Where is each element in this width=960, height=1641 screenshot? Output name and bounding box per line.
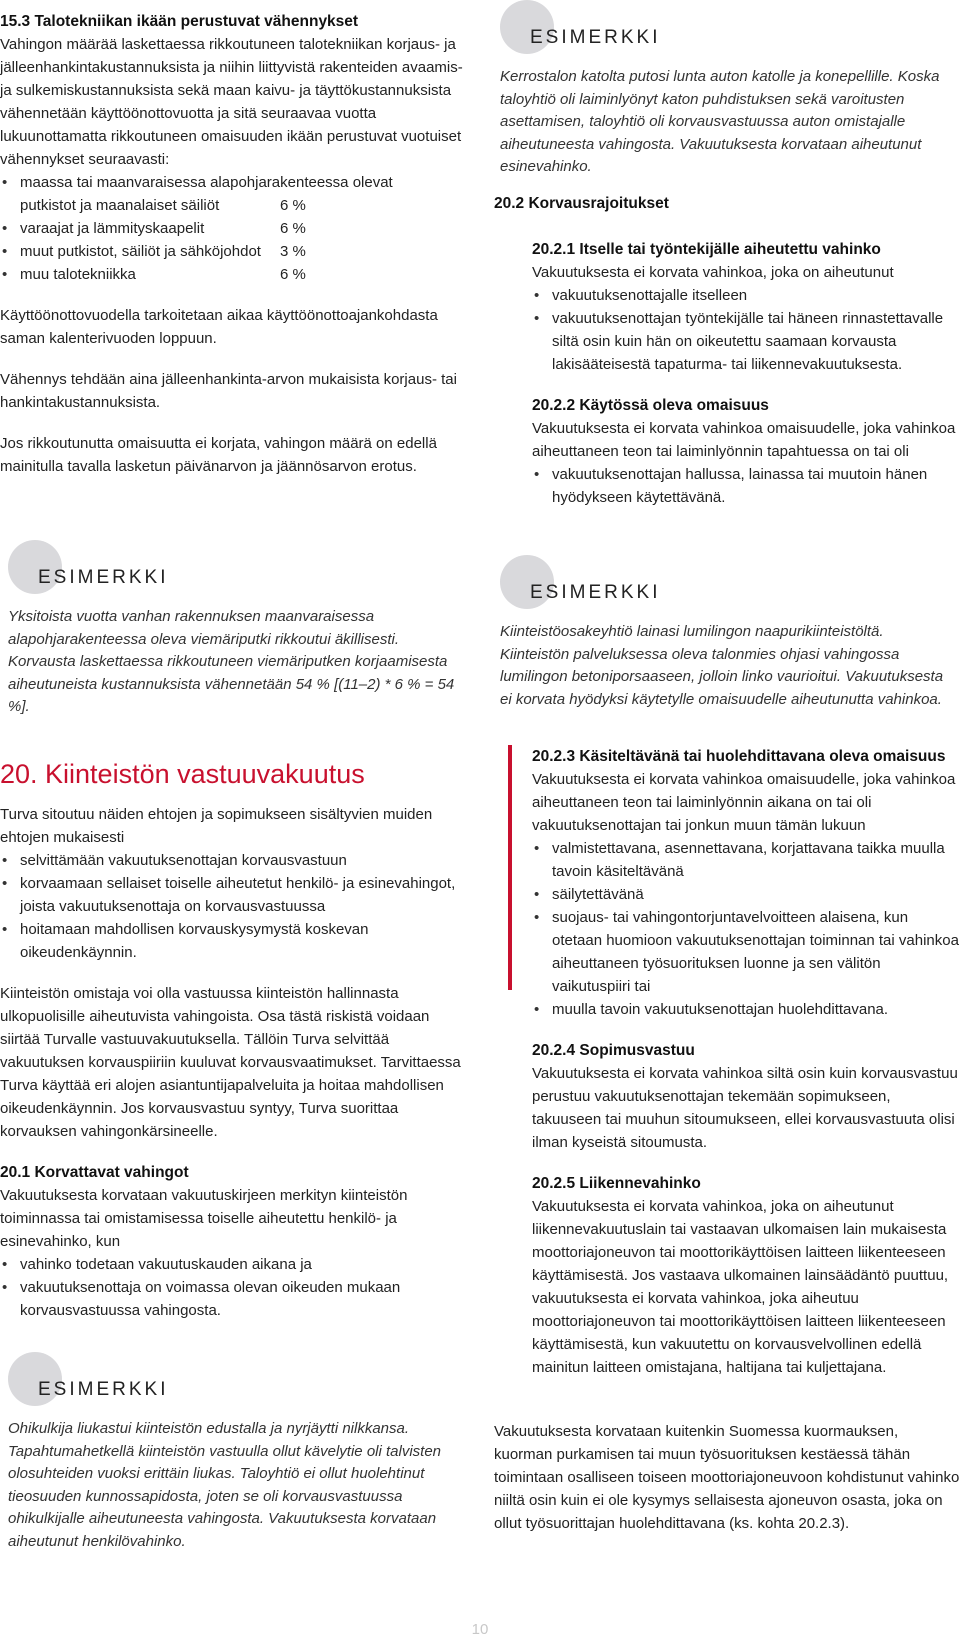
page-number: 10 [471,1621,489,1638]
rate-label: maassa tai maanvaraisessa alapohjarakenteessa olevat [20,174,393,191]
list-item [0,263,468,286]
section-20-2-1 [532,238,960,509]
example-header [8,540,463,600]
bullet-list [532,284,960,376]
list-item: • valmistettavana, asennettavana, korjattavana taikka muulla tavoin käsiteltävänä [532,837,960,883]
list-item: • vakuutuksenottajan hallussa, lainassa tai muutoin hänen hyödykseen käytettävänä. [532,463,960,509]
section-paragraph: Jos rikkoutunutta omaisuutta ei korjata, vahingon määrä on edellä mainitulla tavalla lasketun päivänarvon ja jäännösarvon erotus. [0,435,437,475]
bullet-list [532,837,960,1021]
list-item: • säilytettävänä [532,883,960,906]
list-item: • korvaamaan sellaiset toiselle aiheutetut henkilö- ja esinevahingot, joista vakuutuksenottaja on korvausvastuussa [0,872,468,918]
list-item [0,240,468,263]
rate-label: • muut putkistot, säiliöt ja sähköjohdot [20,243,261,260]
section-heading: 20.2.5 Liikennevahinko [532,1175,701,1192]
section-paragraph: Vakuutuksesta ei korvata vahinkoa omaisuudelle, joka vahinkoa aiheuttaneen teon tai laiminlyönnin tapahtuessa on tai oli [532,420,956,460]
section-paragraph: Vakuutuksesta ei korvata vahinkoa siltä osin kuin korvausvastuu perustuu vakuutuksenottajan tekemään sopimukseen, takuuseen tai muuhun sitoumukseen, ellei korvausvastuuta olisi ilman kyseistä sitoumusta. [532,1065,958,1151]
rate-label: putkistot ja maanalaiset säiliöt [20,197,220,214]
example-header [8,1352,463,1412]
chapter-20 [0,757,468,1322]
section-paragraph: Vakuutuksesta korvataan kuitenkin Suomessa kuormauksen, kuorman purkamisen tai muun työsuorituksen kestäessä tähän toimintaan osalliseen toiseen moottoriajoneuvoon kohdistunut vahinko niiltä osin kuin ei ole kysymys sellaisesta ajoneuvon osasta, joka on ollut työsuorittajan huolehdittavana (ks. kohta 20.2.3). [494,1423,960,1532]
rates-list [0,171,468,286]
example-text: Ohikulkija liukastui kiinteistön edustalla ja nyrjäytti nilkkansa. Tapahtumahetkellä kiinteistön vastuulla ollut kävelytie oli talvisten olosuhteiden vuoksi erittäin liukas. Taloyhtiö ei ollut huolehtinut tieosuuden kunnossapidosta, joten se oli korvausvastuussa ohikulkijalle aiheutuneesta vahingosta. Vakuutuksesta korvataan aiheutunut henkilövahinko. [8,1420,442,1550]
example-box [8,540,463,719]
bullet-list [532,463,960,509]
list-item [0,171,468,217]
section-heading: 20.2.1 Itselle tai työntekijälle aiheutettu vahinko [532,241,881,258]
section-paragraph: Kiinteistön omistaja voi olla vastuussa kiinteistön hallinnasta ulkopuolisille aiheutuvista vahingoista. Osa tästä riskistä voidaan siirtää Turvalle vastuuvakuutuksella. Tällöin Turva selvittää vakuutuksen korvauspiiriin kuuluvat korvausvaatimukset. Tarvittaessa Turva käyttää eri alojen asiantuntijapalveluita ja hoitaa mahdollisen oikeudenkäynnin. Jos korvausvastuu syntyy, Turva suorittaa korvauksen vahingonkärsineelle. [0,985,461,1140]
section-paragraph: Vähennys tehdään aina jälleenhankinta-arvon mukaisista korjaus- tai hankintakustannuksista. [0,371,457,411]
red-accent-bar [508,745,512,990]
list-item: • vahinko todetaan vakuutuskauden aikana ja [0,1253,468,1276]
bullet-list [0,849,468,964]
example-box [500,0,955,179]
section-paragraph: Vahingon määrää laskettaessa rikkoutuneen talotekniikan korjaus- ja jälleenhankintakustannuksista ja niihin liittyvistä rakenteiden avaamis- ja sulkemiskustannuksista sekä maan kaivu- ja täyttökustannuksista vähennetään käyttöönottovuotta ja sitä seuraavaa vuotta lukuunottamatta rikkoutuneen omaisuuden ikään perustuvat vuotuiset vähennykset seuraavasti: [0,36,463,168]
example-box [500,555,955,711]
list-item: • hoitamaan mahdollisen korvauskysymystä koskevan oikeudenkäynnin. [0,918,468,964]
example-label: ESIMERKKI [530,582,661,603]
section-heading: 20.2.3 Käsiteltävänä tai huolehdittavana oleva omaisuus [532,748,946,765]
list-item: • vakuutuksenottaja on voimassa olevan oikeuden mukaan korvausvastuussa vahingosta. [0,1276,468,1322]
rate-value: 6 % [280,197,306,214]
list-item: • selvittämään vakuutuksenottajan korvausvastuun [0,849,468,872]
example-header [500,0,955,60]
section-15-3 [0,10,468,478]
example-label: ESIMERKKI [38,1379,169,1400]
section-paragraph: Vakuutuksesta ei korvata vahinkoa, joka on aiheutunut liikennevakuutuslain tai vastaavan ulkomaisen lain mukaisesta moottoriajoneuvon tai moottorikäyttöisen laitteen liikenteeseen käyttämisestä. Jos vastaava ulkomainen lainsäädäntö puuttuu, vakuutuksesta ei korvata vahinkoa, joka aiheutuu moottoriajoneuvon tai moottorikäyttöisen laitteen liikenteeseen käyttämisestä, kun vakuutettu on korvausvelvollinen edellä mainitun laitteen omistajana, haltijana tai kuljettajana. [532,1198,949,1376]
list-item: • suojaus- tai vahingontorjuntavelvoitteen alaisena, kun otetaan huomioon vakuutuksenottajan toiminnan tai vahinkoa aiheuttaneen työsuorituksen luonne ja sen välitön vaikutuspiiri tai [532,906,960,998]
example-header [500,555,955,615]
rate-label: • varaajat ja lämmityskaapelit [20,220,205,237]
section-20-2-3 [532,745,960,1379]
example-text: Yksitoista vuotta vanhan rakennuksen maanvaraisessa alapohjarakenteessa oleva viemäriputki rikkoutui äkillisesti. Korvausta laskettaessa rikkoutuneen viemäriputken korjaamisesta aiheutuneista kustannuksista vähennetään 54 % [(11–2) * 6 % = 54 %]. [8,608,455,715]
rate-value: 3 % [280,243,306,260]
list-item: • vakuutuksenottajan työntekijälle tai häneen rinnastettavalle siltä osin kuin hän on oikeutettu saamaan korvausta lakisääteisestä tapaturma- tai liikennevakuutuksesta. [532,307,960,376]
section-heading: 20.1 Korvattavat vahingot [0,1164,189,1181]
example-label: ESIMERKKI [38,567,169,588]
chapter-title: 20. Kiinteistön vastuuvakuutus [0,759,365,789]
section-paragraph: Turva sitoutuu näiden ehtojen ja sopimukseen sisältyvien muiden ehtojen mukaisesti [0,806,433,846]
section-paragraph: Vakuutuksesta ei korvata vahinkoa, joka on aiheutunut [532,264,894,281]
section-paragraph: Vakuutuksesta korvataan vakuutuskirjeen merkityn kiinteistön toiminnassa tai omistamisessa toiselle aiheutettu henkilö- ja esinevahinko, kun [0,1187,408,1250]
section-heading: 15.3 Talotekniikan ikään perustuvat vähennykset [0,13,359,30]
list-item: • muulla tavoin vakuutuksenottajan huolehdittavana. [532,998,960,1021]
rate-value: 6 % [280,266,306,283]
rate-label: • muu talotekniikka [20,266,136,283]
section-heading: 20.2 Korvausrajoitukset [494,195,669,212]
list-item [0,217,468,240]
list-item: • vakuutuksenottajalle itselleen [532,284,960,307]
section-heading: 20.2.4 Sopimusvastuu [532,1042,695,1059]
example-box [8,1352,463,1553]
section-paragraph: Vakuutuksesta ei korvata vahinkoa omaisuudelle, joka vahinkoa aiheuttaneen teon tai laiminlyönnin aikana on tai oli vakuutuksenottajan tai jonkun muun tämän lukuun [532,771,956,834]
example-label: ESIMERKKI [530,27,661,48]
example-text: Kiinteistöosakeyhtiö lainasi lumilingon naapurikiinteistöltä. Kiinteistön palveluksessa oleva talonmies ohjasi vahingossa lumilingon betoniporsaaseen, jolloin linko vaurioitui. Vakuutuksesta ei korvata hyödyksi käytetylle omaisuudelle aiheutunutta vahinkoa. [500,623,944,708]
section-heading: 20.2.2 Käytössä oleva omaisuus [532,397,769,414]
bullet-list [0,1253,468,1322]
example-text: Kerrostalon katolta putosi lunta auton katolle ja konepellille. Koska taloyhtiö oli laiminlyönyt katon puhdistuksen sekä varoitusten asettamisen, taloyhtiö oli korvausvastuussa auton omistajalle aiheutuneesta vahingosta. Vakuutuksesta korvataan aiheutunut esinevahinko. [500,68,940,175]
rate-value: 6 % [280,220,306,237]
section-paragraph: Käyttöönottovuodella tarkoitetaan aikaa käyttöönottoajankohdasta saman kalenterivuoden loppuun. [0,307,438,347]
